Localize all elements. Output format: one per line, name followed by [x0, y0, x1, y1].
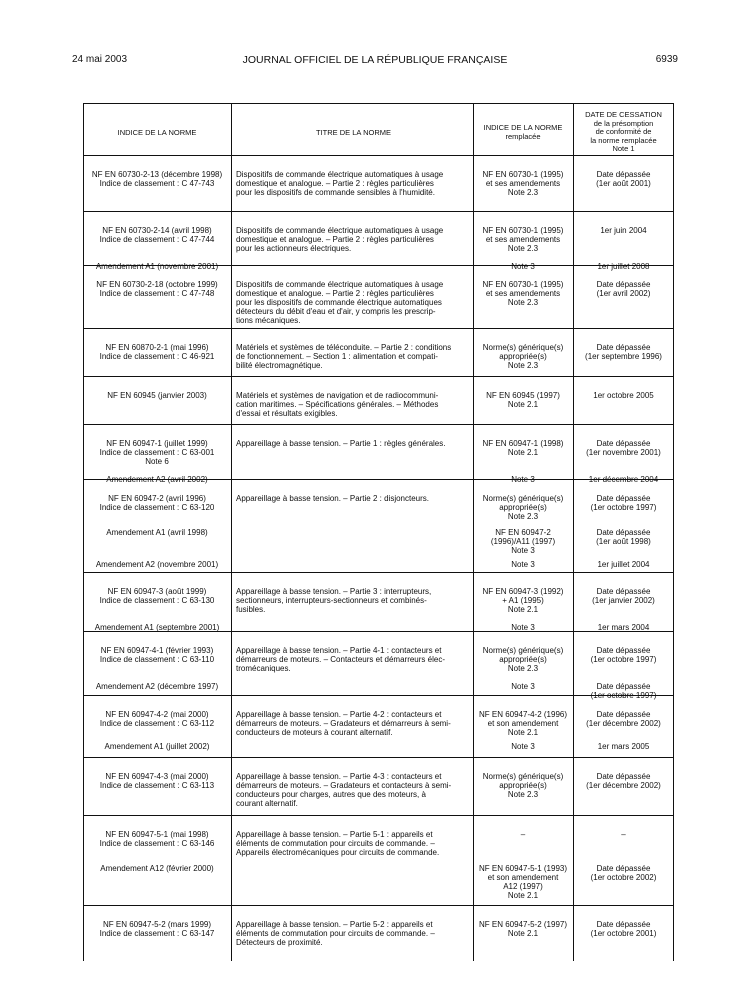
cell-remplacee — [475, 682, 571, 691]
cell-cessation — [575, 623, 672, 632]
row-divider — [83, 757, 674, 758]
cell-remplacee — [475, 528, 571, 555]
cell-remplacee-line: (1996)/A11 (1997) — [490, 537, 556, 546]
cell-indice — [85, 494, 229, 512]
cell-remplacee — [475, 439, 571, 457]
cell-titre — [236, 772, 471, 808]
table-border-right — [673, 103, 674, 961]
cell-indice-line: Amendement A1 (septembre 2001) — [94, 623, 220, 632]
cell-remplacee — [475, 646, 571, 673]
cell-remplacee-line: Norme(s) générique(s) — [482, 494, 564, 503]
header-date: 24 mai 2003 — [72, 54, 128, 65]
header-remplacee — [475, 124, 571, 141]
cell-cessation — [575, 391, 672, 400]
cell-cessation-line: Date dépassée — [596, 864, 651, 873]
cell-indice — [85, 742, 229, 751]
cell-cessation — [575, 226, 672, 235]
cell-titre-line: sectionneurs, interrupteurs-sectionneurs et combinés- — [236, 596, 427, 605]
cell-cessation — [575, 830, 672, 839]
cell-indice-line: NF EN 60947-1 (juillet 1999) — [106, 439, 208, 448]
cell-indice — [85, 864, 229, 873]
cell-remplacee-line: NF EN 60947-3 (1992) — [482, 587, 564, 596]
cell-titre-line: tions mécaniques. — [236, 316, 301, 325]
cell-cessation-line: (1er août 2001) — [596, 179, 651, 188]
header-cessation-line: Note 1 — [612, 144, 635, 153]
cell-titre-line: Appareillage à basse tension. – Partie 4-1 : contacteurs et — [236, 646, 442, 655]
cell-remplacee-line: Note 3 — [511, 742, 535, 751]
cell-cessation — [575, 772, 672, 790]
cell-remplacee-line: Note 2.3 — [507, 361, 539, 370]
cell-indice — [85, 226, 229, 244]
cell-indice — [85, 475, 229, 484]
cell-remplacee-line: Note 3 — [511, 623, 535, 632]
cell-titre-line: éléments de commutation pour circuits de commande. – — [236, 839, 435, 848]
cell-remplacee-line: et ses amendements — [485, 235, 561, 244]
cell-cessation-line: (1er décembre 2002) — [586, 781, 661, 790]
cell-indice — [85, 830, 229, 848]
cell-titre — [236, 710, 471, 737]
cell-indice-line: Indice de classement : C 63-113 — [99, 781, 215, 790]
cell-titre-line: Appareillage à basse tension. – Partie 2 : disjoncteurs. — [236, 494, 430, 503]
cell-indice — [85, 646, 229, 664]
header-page-number: 6939 — [655, 54, 678, 65]
cell-cessation — [575, 475, 672, 484]
cell-titre-line: Matériels et systèmes de téléconduite. – Partie 2 : conditions — [236, 343, 452, 352]
cell-cessation — [575, 646, 672, 664]
cell-cessation — [575, 439, 672, 457]
cell-cessation-line: (1er août 1998) — [596, 537, 651, 546]
cell-titre-line: courant alternatif. — [236, 799, 298, 808]
cell-remplacee — [475, 494, 571, 521]
cell-cessation-line: 1er juillet 2008 — [597, 262, 650, 271]
cell-indice-line: NF EN 60730-2-14 (avril 1998) — [102, 226, 212, 235]
cell-remplacee-line: Note 3 — [511, 546, 535, 555]
cell-titre-line: pour les dispositifs de commande électrique automatiques — [236, 298, 442, 307]
cell-indice-line: NF EN 60947-3 (août 1999) — [107, 587, 207, 596]
cell-indice-line: NF EN 60947-4-3 (mai 2000) — [105, 772, 209, 781]
cell-remplacee — [475, 343, 571, 370]
cell-remplacee — [475, 772, 571, 799]
cell-cessation-line: 1er octobre 2005 — [593, 391, 654, 400]
header-remplacee-line: INDICE DE LA NORME — [483, 123, 563, 132]
cell-indice — [85, 623, 229, 632]
cell-indice — [85, 262, 229, 271]
cell-remplacee-line: + A1 (1995) — [502, 596, 544, 605]
cell-remplacee — [475, 475, 571, 484]
cell-remplacee-line: NF EN 60730-1 (1995) — [482, 280, 564, 289]
cell-remplacee — [475, 864, 571, 900]
cell-remplacee-line: Note 3 — [511, 682, 535, 691]
row-divider — [83, 211, 674, 212]
header-remplacee-line: remplacée — [505, 131, 541, 141]
cell-cessation-line: Date dépassée — [596, 587, 651, 596]
cell-titre-line: Appareillage à basse tension. – Partie 3 : interrupteurs, — [236, 587, 432, 596]
cell-titre — [236, 280, 471, 325]
cell-cessation-line: 1er mars 2004 — [597, 623, 650, 632]
cell-indice-line: NF EN 60947-5-2 (mars 1999) — [102, 920, 212, 929]
row-divider — [83, 815, 674, 816]
cell-remplacee-line: NF EN 60947-5-1 (1993) — [478, 864, 568, 873]
table-border-left — [83, 103, 84, 961]
cell-indice — [85, 343, 229, 361]
cell-titre-line: fusibles. — [236, 605, 266, 614]
cell-indice — [85, 560, 229, 569]
cell-remplacee-line: Note 2.1 — [507, 400, 539, 409]
cell-indice — [85, 682, 229, 691]
cell-remplacee-line: Norme(s) générique(s) — [482, 343, 564, 352]
cell-indice-line: Amendement A1 (avril 1998) — [106, 528, 208, 537]
cell-remplacee-line: Note 2.3 — [507, 664, 539, 673]
page-header — [72, 54, 678, 68]
cell-titre-line: de fonctionnement. – Section 1 : alimentation et compati- — [236, 352, 438, 361]
cell-indice-line: Amendement A2 (avril 2002) — [106, 475, 208, 484]
cell-cessation-line: (1er octobre 1997) — [590, 655, 657, 664]
cell-indice-line: Indice de classement : C 47-743 — [99, 179, 215, 188]
cell-indice — [85, 772, 229, 790]
cell-cessation — [575, 682, 672, 700]
cell-cessation-line: (1er avril 2002) — [596, 289, 651, 298]
cell-titre-line: démarreurs de moteurs. – Gradateurs et démarreurs à semi- — [236, 719, 451, 728]
cell-remplacee — [475, 920, 571, 938]
cell-cessation-line: (1er septembre 1996) — [585, 352, 662, 361]
cell-remplacee-line: NF EN 60947-1 (1998) — [482, 439, 564, 448]
cell-remplacee-line: A12 (1997) — [503, 882, 543, 891]
header-titre: TITRE DE LA NORME — [315, 128, 391, 137]
standards-table — [83, 103, 674, 961]
cell-remplacee-line: et son amendement — [487, 873, 559, 882]
cell-remplacee — [475, 560, 571, 569]
cell-cessation — [575, 494, 672, 512]
cell-remplacee-line: NF EN 60945 (1997) — [486, 391, 560, 400]
header-cessation-line: DATE DE CESSATION — [585, 110, 662, 119]
cell-remplacee — [475, 280, 571, 307]
cell-titre-line: bilité électromagnétique. — [236, 361, 323, 370]
cell-titre — [236, 646, 471, 673]
header-indice: INDICE DE LA NORME — [117, 128, 197, 137]
cell-remplacee-line: Note 2.1 — [507, 929, 539, 938]
cell-remplacee — [475, 170, 571, 197]
header-cessation-line: de la présomption — [593, 118, 654, 128]
cell-indice-line: Indice de classement : C 63-147 — [99, 929, 215, 938]
cell-cessation-line: Date dépassée — [596, 494, 651, 503]
cell-remplacee-line: Note 2.3 — [507, 244, 539, 253]
cell-remplacee-line: et ses amendements — [485, 289, 561, 298]
cell-cessation-line: (1er novembre 2001) — [586, 448, 661, 457]
cell-titre-line: pour les dispositifs de commande sensibles à l'humidité. — [236, 188, 435, 197]
cell-indice-line: Indice de classement : C 63-110 — [99, 655, 215, 664]
cell-indice-line: Amendement A1 (novembre 2001) — [95, 262, 219, 271]
cell-remplacee-line: NF EN 60947-2 — [495, 528, 551, 537]
row-divider — [83, 424, 674, 425]
cell-cessation-line: Date dépassée — [596, 772, 651, 781]
cell-remplacee-line: Norme(s) générique(s) — [482, 646, 564, 655]
cell-cessation — [575, 528, 672, 546]
cell-titre — [236, 391, 471, 418]
cell-titre — [236, 439, 471, 448]
cell-titre-line: Dispositifs de commande électrique automatiques à usage — [236, 226, 444, 235]
cell-indice-line: Indice de classement : C 47-748 — [99, 289, 215, 298]
cell-titre-line: éléments de commutation pour circuits de commande. – — [236, 929, 435, 938]
cell-indice — [85, 280, 229, 298]
cell-cessation-line: (1er octobre 2001) — [590, 929, 657, 938]
cell-titre-line: Dispositifs de commande électrique automatiques à usage — [236, 170, 444, 179]
row-divider — [83, 572, 674, 573]
cell-indice — [85, 528, 229, 537]
cell-indice-line: Indice de classement : C 47-744 — [99, 235, 215, 244]
cell-titre-line: pour les actionneurs électriques. — [236, 244, 352, 253]
cell-cessation-line: Date dépassée — [596, 280, 651, 289]
cell-indice-line: Indice de classement : C 63-130 — [99, 596, 215, 605]
cell-cessation-line: Date dépassée — [596, 343, 651, 352]
cell-indice — [85, 587, 229, 605]
cell-indice-line: Indice de classement : C 63-146 — [99, 839, 215, 848]
row-divider — [83, 905, 674, 906]
cell-remplacee-line: NF EN 60947-5-2 (1997) — [478, 920, 568, 929]
cell-remplacee-line: – — [520, 830, 526, 839]
cell-cessation-line: – — [621, 830, 626, 839]
cell-indice-line: Indice de classement : C 63-001 — [99, 448, 215, 457]
cell-cessation-line: Date dépassée — [596, 682, 651, 691]
cell-cessation-line: Date dépassée — [596, 920, 651, 929]
row-divider — [83, 155, 674, 156]
cell-titre-line: domestique et analogue. – Partie 2 : règles particulières — [236, 179, 434, 188]
cell-cessation — [575, 742, 672, 751]
cell-remplacee — [475, 391, 571, 409]
cell-remplacee — [475, 623, 571, 632]
cell-remplacee — [475, 262, 571, 271]
cell-remplacee — [475, 742, 571, 751]
cell-indice-line: NF EN 60870-2-1 (mai 1996) — [105, 343, 209, 352]
cell-indice-line: Amendement A2 (décembre 1997) — [95, 682, 219, 691]
cell-titre-line: d'essai et résultats exigibles. — [236, 409, 338, 418]
cell-indice-line: NF EN 60730-2-13 (décembre 1998) — [91, 170, 223, 179]
cell-indice-line: Indice de classement : C 63-112 — [99, 719, 215, 728]
cell-titre-line: Dispositifs de commande électrique automatiques à usage — [236, 280, 444, 289]
cell-indice-line: Indice de classement : C 63-120 — [99, 503, 215, 512]
cell-remplacee-line: Note 2.3 — [507, 298, 539, 307]
cell-indice — [85, 391, 229, 400]
cell-cessation-line: 1er juin 2004 — [600, 226, 647, 235]
cell-indice-line: Amendement A2 (novembre 2001) — [95, 560, 219, 569]
cell-remplacee-line: Note 2.3 — [507, 188, 539, 197]
cell-remplacee — [475, 710, 571, 737]
cell-cessation-line: Date dépassée — [596, 646, 651, 655]
cell-cessation — [575, 170, 672, 188]
cell-cessation-line: 1er juillet 2004 — [597, 560, 650, 569]
cell-titre-line: Appareils électromécaniques pour circuits de commande. — [236, 848, 440, 857]
cell-remplacee-line: NF EN 60947-4-2 (1996) — [478, 710, 568, 719]
cell-cessation-line: (1er octobre 1997) — [590, 503, 657, 512]
cell-titre-line: démarreurs de moteurs. – Gradateurs et contacteurs à semi- — [236, 781, 452, 790]
cell-titre-line: Matériels et systèmes de navigation et de radiocommuni- — [236, 391, 439, 400]
cell-remplacee-line: Note 3 — [511, 475, 535, 484]
cell-cessation — [575, 587, 672, 605]
cell-remplacee-line: Note 2.1 — [507, 605, 539, 614]
cell-cessation-line: (1er octobre 1997) — [590, 691, 657, 700]
cell-titre-line: Appareillage à basse tension. – Partie 5-2 : appareils et — [236, 920, 433, 929]
cell-indice — [85, 170, 229, 188]
cell-titre-line: Détecteurs de proximité. — [236, 938, 323, 947]
cell-remplacee-line: appropriée(s) — [499, 655, 547, 664]
header-cessation-line: de conformité de — [595, 127, 652, 136]
table-border-top — [83, 103, 674, 104]
cell-remplacee-line: Note 3 — [511, 262, 535, 271]
cell-cessation — [575, 560, 672, 569]
cell-cessation — [575, 864, 672, 882]
cell-cessation — [575, 920, 672, 938]
cell-remplacee-line: et ses amendements — [485, 179, 561, 188]
cell-titre-line: conducteurs de moteurs à courant alternatif. — [236, 728, 393, 737]
cell-cessation — [575, 280, 672, 298]
cell-titre-line: Appareillage à basse tension. – Partie 4-2 : contacteurs et — [236, 710, 442, 719]
cell-titre-line: domestique et analogue. – Partie 2 : règles particulières — [236, 289, 434, 298]
cell-indice-line: NF EN 60947-2 (avril 1996) — [108, 494, 206, 503]
cell-indice — [85, 710, 229, 728]
cell-titre-line: tromécaniques. — [236, 664, 291, 673]
cell-titre-line: Appareillage à basse tension. – Partie 5-1 : appareils et — [236, 830, 433, 839]
cell-remplacee-line: appropriée(s) — [499, 781, 547, 790]
cell-indice-line: Indice de classement : C 46-921 — [99, 352, 215, 361]
cell-cessation-line: Date dépassée — [596, 439, 651, 448]
cell-remplacee-line: Note 2.3 — [507, 790, 539, 799]
cell-indice-line: NF EN 60947-5-1 (mai 1998) — [105, 830, 209, 839]
column-divider-3 — [573, 103, 574, 961]
cell-indice-line: NF EN 60730-2-18 (octobre 1999) — [96, 280, 218, 289]
cell-cessation-line: 1er mars 2005 — [597, 742, 650, 751]
cell-indice-line: Note 6 — [145, 457, 169, 466]
cell-indice — [85, 920, 229, 938]
column-divider-2 — [473, 103, 474, 961]
cell-titre-line: détecteurs du débit d'eau et d'air, y compris les prescrip- — [236, 307, 436, 316]
cell-remplacee — [475, 226, 571, 253]
cell-remplacee — [475, 830, 571, 839]
cell-cessation-line: 1er décembre 2004 — [588, 475, 659, 484]
cell-titre-line: Appareillage à basse tension. – Partie 4-3 : contacteurs et — [236, 772, 442, 781]
cell-cessation — [575, 343, 672, 361]
cell-titre — [236, 920, 471, 947]
cell-titre — [236, 830, 471, 857]
cell-remplacee-line: Note 2.3 — [507, 512, 539, 521]
row-divider — [83, 328, 674, 329]
cell-remplacee-line: Note 2.1 — [507, 448, 539, 457]
cell-titre — [236, 226, 471, 253]
cell-titre — [236, 343, 471, 370]
cell-indice — [85, 439, 229, 466]
cell-cessation — [575, 710, 672, 728]
cell-titre-line: domestique et analogue. – Partie 2 : règles particulières — [236, 235, 434, 244]
header-cessation — [575, 111, 672, 154]
cell-remplacee-line: et son amendement — [487, 719, 559, 728]
cell-cessation-line: Date dépassée — [596, 710, 651, 719]
column-divider-1 — [231, 103, 232, 961]
row-divider — [83, 376, 674, 377]
cell-indice-line: NF EN 60947-4-2 (mai 2000) — [105, 710, 209, 719]
cell-remplacee-line: Note 3 — [511, 560, 535, 569]
cell-cessation-line: (1er janvier 2002) — [592, 596, 655, 605]
cell-titre-line: cation maritimes. – Spécifications générales. – Méthodes — [236, 400, 439, 409]
cell-indice-line: Amendement A1 (juillet 2002) — [104, 742, 210, 751]
cell-cessation — [575, 262, 672, 271]
cell-remplacee-line: appropriée(s) — [499, 352, 547, 361]
cell-cessation-line: Date dépassée — [596, 170, 651, 179]
header-cessation-line: la norme remplacée — [590, 135, 657, 145]
cell-remplacee-line: Note 2.1 — [507, 891, 539, 900]
cell-indice-line: Amendement A12 (février 2000) — [100, 864, 214, 873]
cell-remplacee-line: Note 2.1 — [507, 728, 539, 737]
cell-titre-line: démarreurs de moteurs. – Contacteurs et démarreurs élec- — [236, 655, 445, 664]
cell-cessation-line: (1er octobre 2002) — [590, 873, 657, 882]
cell-titre — [236, 587, 471, 614]
cell-remplacee — [475, 587, 571, 614]
cell-cessation-line: Date dépassée — [596, 528, 651, 537]
cell-titre-line: conducteurs pour charges, autres que des moteurs, à — [236, 790, 426, 799]
cell-remplacee-line: appropriée(s) — [499, 503, 547, 512]
cell-titre — [236, 170, 471, 197]
cell-titre — [236, 494, 471, 503]
cell-indice-line: NF EN 60947-4-1 (février 1993) — [100, 646, 214, 655]
cell-remplacee-line: NF EN 60730-1 (1995) — [482, 226, 564, 235]
cell-titre-line: Appareillage à basse tension. – Partie 1 : règles générales. — [236, 439, 446, 448]
cell-cessation-line: (1er décembre 2002) — [586, 719, 661, 728]
cell-remplacee-line: NF EN 60730-1 (1995) — [482, 170, 564, 179]
cell-remplacee-line: Norme(s) générique(s) — [482, 772, 564, 781]
cell-indice-line: NF EN 60945 (janvier 2003) — [107, 391, 207, 400]
header-journal-title: JOURNAL OFFICIEL DE LA RÉPUBLIQUE FRANÇAISE — [242, 54, 508, 66]
